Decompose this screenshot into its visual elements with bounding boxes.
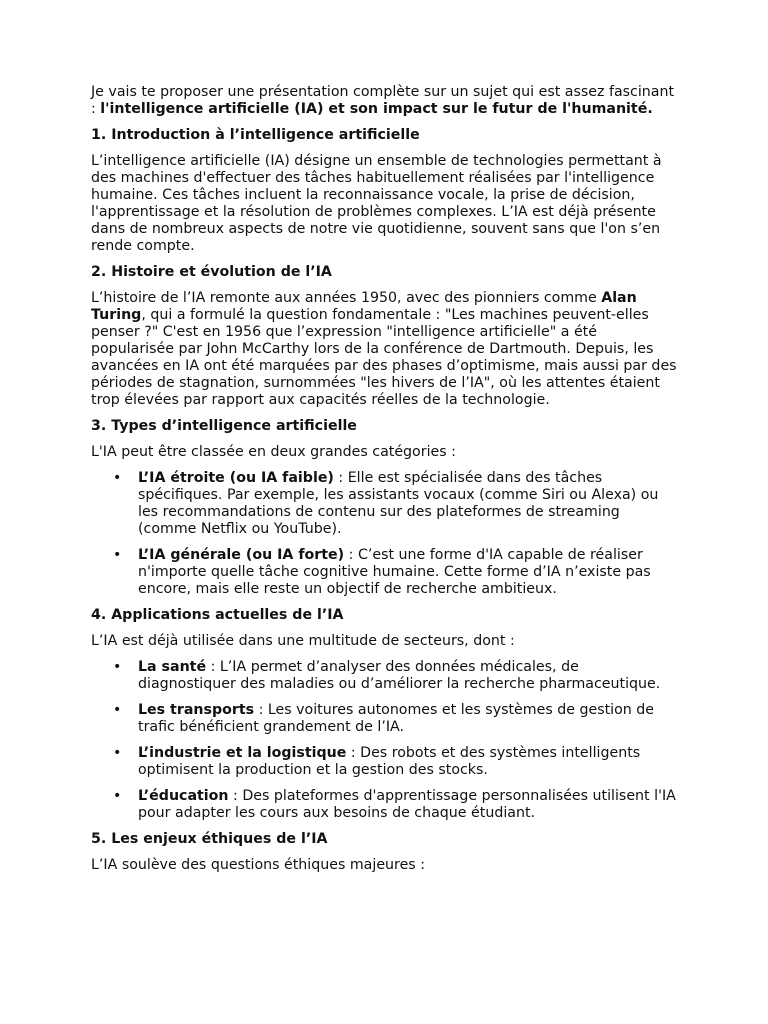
section-5-heading: 5. Les enjeux éthiques de l’IA — [91, 831, 328, 847]
section-4-paragraph: L’IA est déjà utilisée dans une multitude de secteurs, dont : — [91, 633, 515, 649]
intro-bold-text: l'intelligence artificielle (IA) et son impact sur le futur de l'humanité. — [100, 101, 653, 117]
list-item-bold: La santé — [138, 659, 207, 675]
section-2-paragraph — [91, 290, 681, 409]
list-item-bold: L’industrie et la logistique — [138, 745, 347, 761]
list-item-bold: Les transports — [138, 702, 255, 718]
list-item-text: : Des robots et des systèmes intelligents optimisent la production et la gestion des stocks. — [138, 745, 641, 778]
list-item — [91, 547, 681, 598]
bullet-icon: • — [113, 470, 122, 486]
bullet-icon: • — [113, 547, 122, 563]
section-4-list — [91, 659, 681, 822]
list-item — [91, 702, 681, 736]
list-item-bold: L’IA générale (ou IA forte) — [138, 547, 345, 563]
section-2-text-b: , qui a formulé la question fondamentale : "Les machines peuvent-elles penser ?" C'est en 1956 que l’expression "intelligence artificielle" a été popularisée par John McCarthy lors de la conférence de Dartmouth. Depuis, les avancées en IA ont été marquées par des phases d’optimisme, mais aussi par des périodes de stagnation, surnommées "les hivers de l’IA", où les attentes étaient trop élevées par rapport aux capacités réelles de la technologie. — [91, 307, 677, 408]
section-2-bold-name: Alan Turing — [91, 290, 637, 323]
section-5-paragraph: L’IA soulève des questions éthiques majeures : — [91, 857, 425, 873]
list-item-bold: L’éducation — [138, 788, 229, 804]
intro-text: Je vais te proposer une présentation complète sur un sujet qui est assez fascinant : — [91, 84, 675, 117]
bullet-icon: • — [113, 659, 122, 675]
section-3-paragraph: L'IA peut être classée en deux grandes catégories : — [91, 444, 456, 460]
intro-paragraph — [91, 84, 681, 118]
section-2-heading: 2. Histoire et évolution de l’IA — [91, 264, 332, 280]
bullet-icon: • — [113, 745, 122, 761]
list-item-bold: L’IA étroite (ou IA faible) — [138, 470, 334, 486]
section-2-text-a: L’histoire de l’IA remonte aux années 1950, avec des pionniers comme — [91, 290, 602, 306]
bullet-icon: • — [113, 788, 122, 804]
list-item — [91, 745, 681, 779]
list-item-text: : Les voitures autonomes et les systèmes de gestion de trafic bénéficient grandement de l’IA. — [138, 702, 655, 735]
list-item — [91, 659, 681, 693]
document-page — [91, 84, 681, 883]
section-1-heading: 1. Introduction à l’intelligence artificielle — [91, 127, 420, 143]
list-item — [91, 470, 681, 538]
list-item-text: : Elle est spécialisée dans des tâches spécifiques. Par exemple, les assistants vocaux (comme Siri ou Alexa) ou les recommandations de contenu sur des plateformes de streaming (comme Netflix ou YouTube). — [138, 470, 659, 537]
list-item-text: : L’IA permet d’analyser des données médicales, de diagnostiquer des maladies ou d’améliorer la recherche pharmaceutique. — [138, 659, 661, 692]
section-4-heading: 4. Applications actuelles de l’IA — [91, 607, 344, 623]
list-item-text: : C’est une forme d'IA capable de réaliser n'importe quelle tâche cognitive humaine. Cette forme d’IA n’existe pas encore, mais elle reste un objectif de recherche ambitieux. — [138, 547, 651, 597]
section-1-paragraph: L’intelligence artificielle (IA) désigne un ensemble de technologies permettant à des machines d'effectuer des tâches habituellement réalisées par l'intelligence humaine. Ces tâches incluent la reconnaissance vocale, la prise de décision, l'apprentissage et la résolution de problèmes complexes. L’IA est déjà présente dans de nombreux aspects de notre vie quotidienne, souvent sans que l'on s’en rende compte. — [91, 153, 662, 254]
list-item-text: : Des plateformes d'apprentissage personnalisées utilisent l'IA pour adapter les cours aux besoins de chaque étudiant. — [138, 788, 676, 821]
section-3-list — [91, 470, 681, 598]
bullet-icon: • — [113, 702, 122, 718]
section-3-heading: 3. Types d’intelligence artificielle — [91, 418, 357, 434]
list-item — [91, 788, 681, 822]
